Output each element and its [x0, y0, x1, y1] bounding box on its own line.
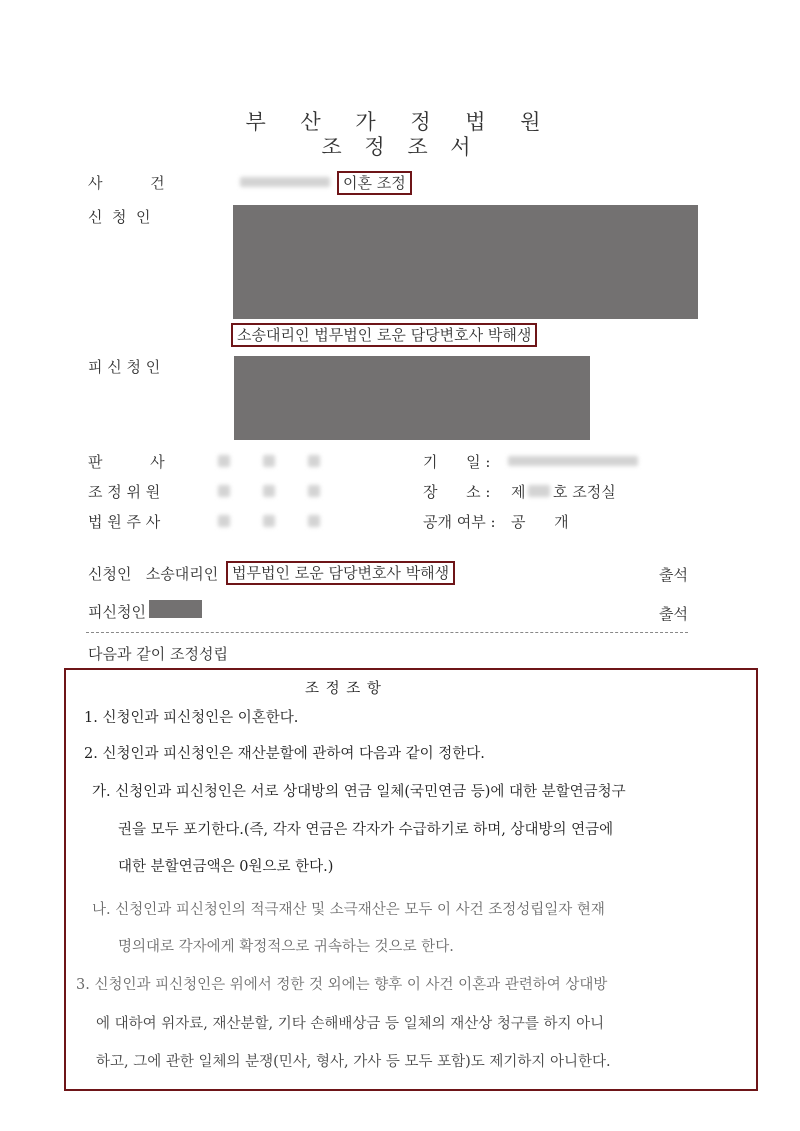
respondent-attendance-label: 피신청인: [88, 603, 146, 621]
terms-heading: 조 정 조 항: [305, 681, 382, 697]
respondent-name-redacted: [149, 600, 202, 618]
place-prefix: 제: [511, 483, 526, 501]
mediator-label: 조 정 위 원: [88, 483, 161, 501]
case-name-highlight: 이혼 조정: [337, 171, 412, 195]
term-item-3-line-3: 하고, 그에 관한 일체의 분쟁(민사, 형사, 가사 등 모두 포함)도 제기하지 아니한다.: [96, 1054, 611, 1070]
date-redacted: [508, 456, 638, 466]
term-item-2: 2. 신청인과 피신청인은 재산분할에 관하여 다음과 같이 정한다.: [84, 746, 485, 762]
applicant-info-redacted: [233, 205, 698, 319]
respondent-attendance-status: 출석: [659, 605, 688, 623]
judge-name-redacted: [218, 455, 230, 467]
place-suffix: 호 조정실: [553, 483, 616, 501]
public-value: 공 개: [511, 513, 569, 531]
judge-name-redacted: [263, 455, 275, 467]
term-item-3-line-1: 3. 신청인과 피신청인은 위에서 정한 것 외에는 향후 이 사건 이혼과 관련하여 상대방: [76, 977, 608, 993]
divider: [86, 632, 688, 633]
term-item-2b-line-1: 나. 신청인과 피신청인의 적극재산 및 소극재산은 모두 이 사건 조정성립일자 현재: [92, 902, 605, 918]
term-item-2a-line-1: 가. 신청인과 피신청인은 서로 상대방의 연금 일체(국민연금 등)에 대한 분할연금청구: [92, 784, 626, 800]
mediator-name-redacted: [218, 485, 230, 497]
case-label: 사 건: [88, 174, 165, 192]
clerk-name-redacted: [308, 515, 320, 527]
applicant-attendance-rep-highlight: 법무법인 로운 담당변호사 박해생: [226, 561, 455, 585]
mediator-name-redacted: [308, 485, 320, 497]
mediation-result: 다음과 같이 조정성립: [88, 645, 228, 663]
term-item-2a-line-3: 대한 분할연금액은 0원으로 한다.): [118, 859, 334, 875]
applicant-label: 신 청 인: [88, 208, 151, 226]
court-name: 부 산 가 정 법 원: [245, 110, 555, 134]
applicant-representative-highlight: 소송대리인 법무법인 로운 담당변호사 박해생: [231, 323, 537, 347]
applicant-attendance-status: 출석: [659, 566, 688, 584]
case-number-redacted: [240, 177, 330, 187]
document-title: 조 정 조 서: [321, 135, 479, 159]
term-item-3-line-2: 에 대하여 위자료, 재산분할, 기타 손해배상금 등 일체의 재산상 청구를 하지 아니: [96, 1016, 605, 1032]
clerk-name-redacted: [218, 515, 230, 527]
judge-label: 판 사: [88, 453, 165, 471]
clerk-label: 법 원 주 사: [88, 513, 161, 531]
mediator-name-redacted: [263, 485, 275, 497]
term-item-2b-line-2: 명의대로 각자에게 확정적으로 귀속하는 것으로 한다.: [118, 939, 454, 955]
judge-name-redacted: [308, 455, 320, 467]
respondent-label: 피 신 청 인: [88, 358, 161, 376]
applicant-attendance-label: 신청인 소송대리인: [88, 565, 219, 583]
term-item-2a-line-2: 권을 모두 포기한다.(즉, 각자 연금은 각자가 수급하기로 하며, 상대방의 연금에: [118, 822, 614, 838]
term-item-1: 1. 신청인과 피신청인은 이혼한다.: [84, 710, 299, 726]
place-label: 장 소 :: [423, 483, 491, 501]
public-label: 공개 여부 :: [423, 513, 496, 531]
respondent-info-redacted: [234, 356, 590, 440]
room-number-redacted: [528, 485, 550, 497]
clerk-name-redacted: [263, 515, 275, 527]
date-label: 기 일 :: [423, 453, 491, 471]
